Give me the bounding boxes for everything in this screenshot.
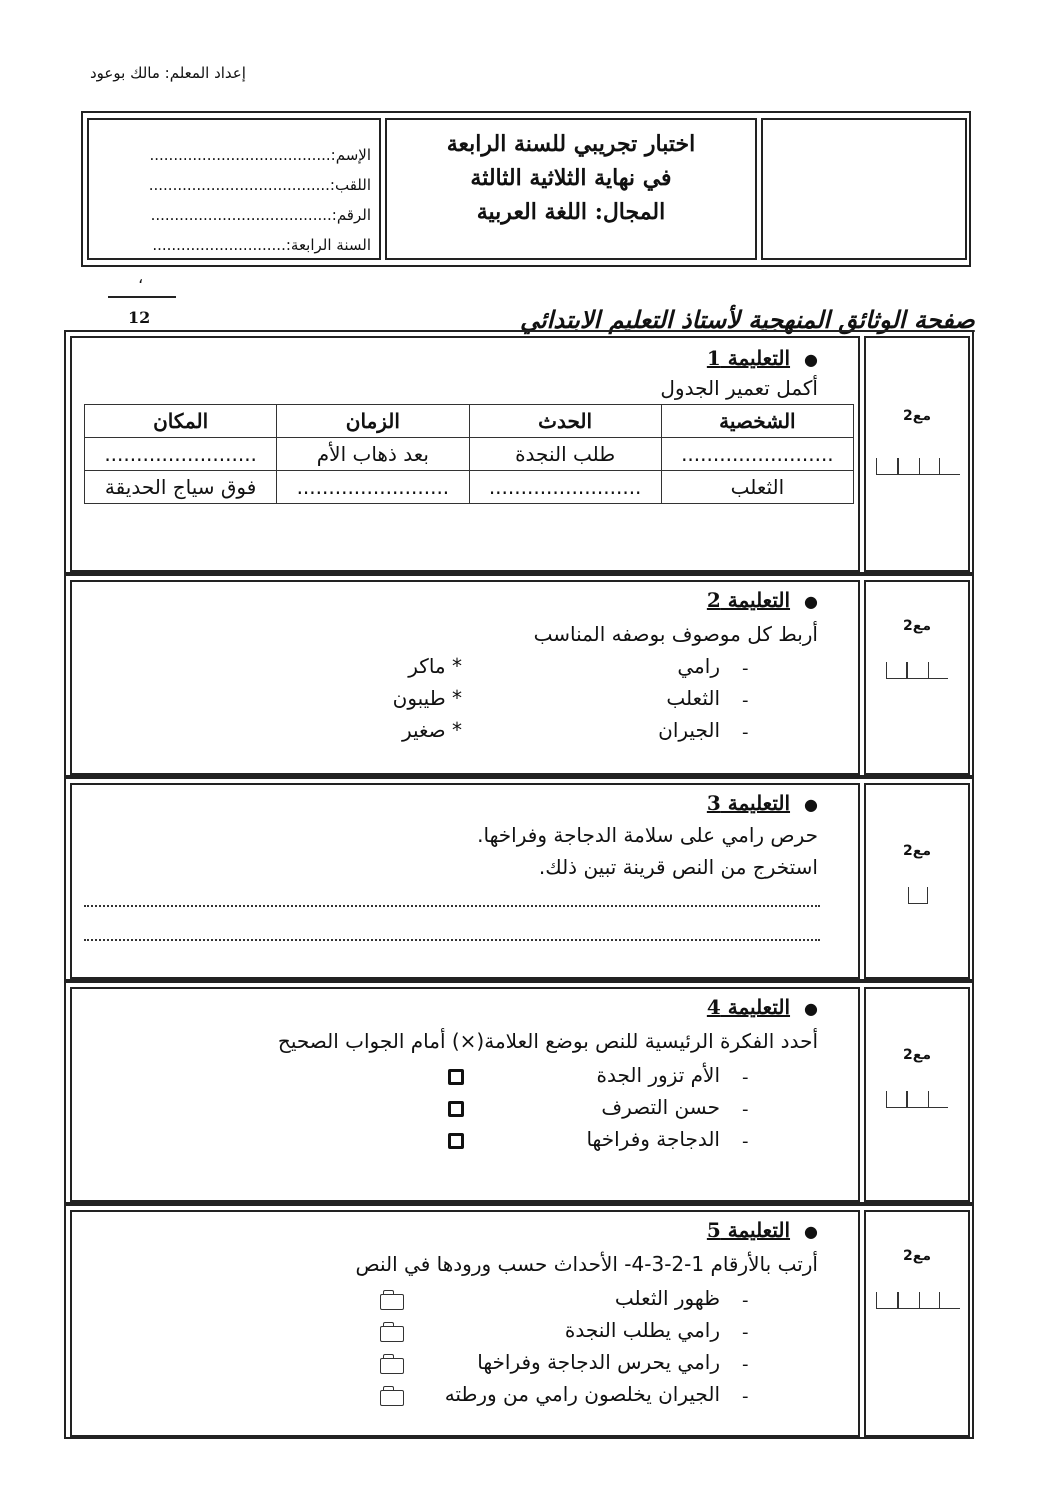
score-boxes[interactable] [886,1091,948,1108]
surname-dots: ...................................... [148,176,330,194]
noun-item[interactable]: رامي [677,654,720,678]
question-1-title: ●التعليمة 1 [706,346,818,370]
dash-marker: - [742,1386,749,1407]
question-3-title: ●التعليمة 3 [706,791,818,815]
table-cell: طلب النجدة [469,438,661,471]
name-dots: ...................................... [149,146,331,164]
teacher-credit: إعداد المعلم: مالك بوعود [90,64,246,82]
dash-marker: - [742,722,749,743]
watermark: صفحة الوثائق المنهجية لأستاذ التعليم الابتدائي [520,305,975,334]
option-checkbox[interactable] [448,1101,464,1117]
criterion-label: مع2 [903,1248,931,1264]
name-label: الإسم: [330,146,371,164]
order-box-icon[interactable] [380,1358,404,1374]
adjective-item[interactable]: * طيبون [392,686,462,710]
surname-label: اللقب: [329,176,371,194]
adjective-item[interactable]: * ماكر [408,654,462,678]
bullet-icon: ● [804,350,818,369]
question-5-score [864,1210,970,1437]
page-number: 12 [128,308,151,327]
exam-header [81,111,971,267]
option-label: الأم تزور الجدة [596,1063,720,1087]
dash-marker: - [742,1067,749,1088]
question-3-instruction: استخرج من النص قرينة تبين ذلك. [538,855,818,879]
dash-marker: - [742,1131,749,1152]
class-label: السنة الرابعة: [285,236,371,254]
answer-line[interactable] [84,905,820,907]
table-header: الشخصية [661,405,853,438]
event-label: رامي يطلب النجدة [564,1318,720,1342]
question-4-body [70,987,860,1202]
criterion-label: مع2 [903,843,931,859]
question-3-score [864,783,970,979]
question-3-body [70,783,860,979]
table-cell: فوق سياج الحديقة [85,471,277,504]
question-5-instruction: أرتب بالأرقام 1-2-3-4- الأحداث حسب ورودها في النص [355,1252,818,1276]
exam-title-line-1: اختبار تجريبي للسنة الرابعة [446,131,696,157]
bullet-icon: ● [804,1222,818,1241]
dash-marker: - [742,690,749,711]
table-row [85,438,854,471]
event-label: الجيران يخلصون رامي من ورطته [444,1382,720,1406]
criterion-label: مع2 [903,618,931,634]
score-boxes[interactable] [876,458,960,475]
dash-marker: - [742,1354,749,1375]
dash-marker: - [742,658,749,679]
question-3 [64,777,974,981]
event-label: ظهور الثعلب [614,1286,720,1310]
question-2-title: ●التعليمة 2 [706,588,818,612]
question-2-body [70,580,860,775]
question-2-score [864,580,970,775]
question-1-instruction: أكمل تعمير الجدول [660,376,818,400]
question-3-text: حرص رامي على سلامة الدجاجة وفراخها. [477,823,818,847]
table-cell-blank[interactable]: ........................ [277,471,469,504]
question-1-body [70,336,860,572]
question-4-score [864,987,970,1202]
table-cell-blank[interactable]: ........................ [85,438,277,471]
page-dot: ، [138,268,144,287]
question-5 [64,1204,974,1439]
option-checkbox[interactable] [448,1069,464,1085]
criterion-label: مع2 [903,408,931,424]
dash-marker: - [742,1099,749,1120]
class-dots: ............................ [152,236,286,254]
number-field[interactable] [89,200,379,230]
score-boxes[interactable] [908,887,928,904]
number-label: الرقم: [331,206,371,224]
table-cell: الثعلب [661,471,853,504]
exam-title-line-2: في نهاية الثلاثية الثالثة [470,165,672,191]
exam-title-cell [385,118,757,260]
answer-line[interactable] [84,939,820,941]
dash-marker: - [742,1322,749,1343]
question-4-instruction: أحدد الفكرة الرئيسية للنص بوضع العلامة(×) أمام الجواب الصحيح [277,1029,818,1053]
score-boxes[interactable] [876,1292,960,1309]
score-boxes[interactable] [886,662,948,679]
exam-title-line-3: المجال: اللغة العربية [476,199,666,225]
adjective-item[interactable]: * صغير [401,718,462,742]
bullet-icon: ● [804,999,818,1018]
class-field[interactable] [89,230,379,260]
question-2-instruction: أربط كل موصوف بوصفه المناسب [533,622,818,646]
question-4 [64,981,974,1204]
name-field[interactable] [89,140,379,170]
q1-table [84,404,854,504]
question-4-title: ●التعليمة 4 [706,995,818,1019]
table-cell-blank[interactable]: ........................ [469,471,661,504]
question-5-title: ●التعليمة 5 [706,1218,818,1242]
number-dots: ...................................... [150,206,332,224]
table-header-row [85,405,854,438]
table-cell: بعد ذهاب الأم [277,438,469,471]
order-box-icon[interactable] [380,1326,404,1342]
question-5-body [70,1210,860,1437]
table-header: الزمان [277,405,469,438]
question-2 [64,574,974,777]
table-header: المكان [85,405,277,438]
order-box-icon[interactable] [380,1294,404,1310]
event-label: رامي يحرس الدجاجة وفراخها [477,1350,720,1374]
noun-item[interactable]: الجيران [658,718,720,742]
table-row [85,471,854,504]
header-blank-cell [761,118,967,260]
criterion-label: مع2 [903,1047,931,1063]
surname-field[interactable] [89,170,379,200]
question-1 [64,330,974,574]
dash-marker: - [742,1290,749,1311]
bullet-icon: ● [804,592,818,611]
page-rule [108,296,176,298]
option-checkbox[interactable] [448,1133,464,1149]
table-header: الحدث [469,405,661,438]
question-1-score [864,336,970,572]
option-label: الدجاجة وفراخها [586,1127,720,1151]
noun-item[interactable]: الثعلب [666,686,720,710]
option-label: حسن التصرف [601,1095,720,1119]
bullet-icon: ● [804,795,818,814]
student-info-cell [87,118,381,260]
table-cell-blank[interactable]: ........................ [661,438,853,471]
order-box-icon[interactable] [380,1390,404,1406]
